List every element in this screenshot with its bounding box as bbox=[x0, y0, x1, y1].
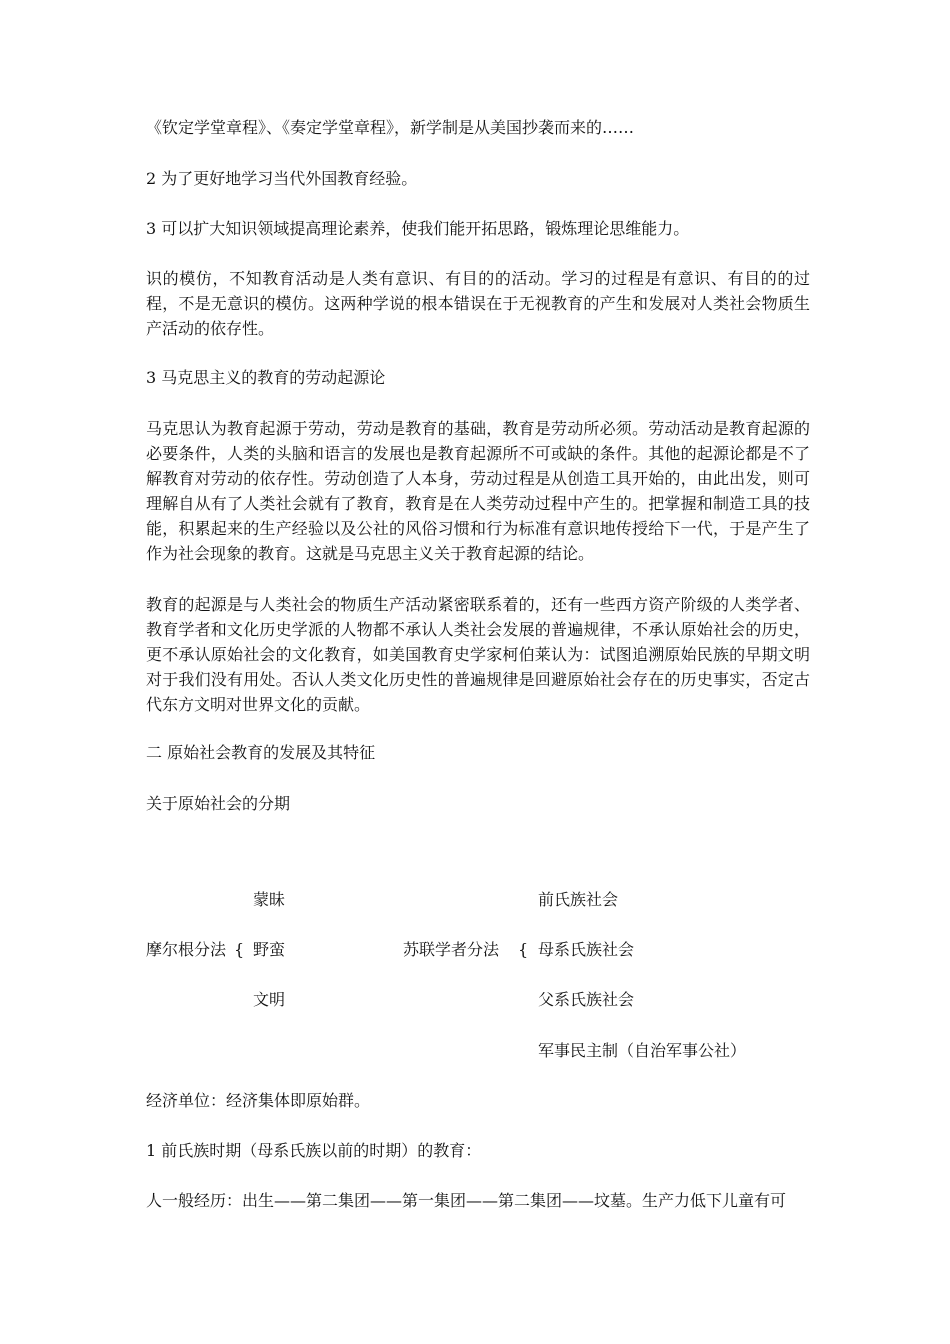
paragraph-imitation-theory: 识的模仿，不知教育活动是人类有意识、有目的的活动。学习的过程是有意识、有目的的过程，不是无意识的模仿。这两种学说的根本错误在于无视教育的产生和发展对人类社会物质生产活动的依存性。 bbox=[146, 269, 810, 338]
morgan-stage-3: 文明 bbox=[253, 990, 286, 1009]
morgan-stage-2: 野蛮 bbox=[253, 940, 286, 959]
section-heading-pre-clan: 1 前氏族时期（母系氏族以前的时期）的教育： bbox=[146, 1141, 482, 1160]
soviet-stage-1: 前氏族社会 bbox=[538, 890, 619, 909]
subheading-periodization: 关于原始社会的分期 bbox=[146, 794, 291, 813]
soviet-stage-2: 母系氏族社会 bbox=[538, 940, 635, 959]
text-line-textbooks: 《钦定学堂章程》、《奏定学堂章程》，新学制是从美国抄袭而来的…… bbox=[146, 118, 635, 137]
text-line-point-3: 3 可以扩大知识领域提高理论素养，使我们能开拓思路，锻炼理论思维能力。 bbox=[146, 219, 690, 238]
soviet-scheme-label: 苏联学者分法 bbox=[403, 940, 500, 959]
soviet-stage-4: 军事民主制（自治军事公社） bbox=[538, 1041, 747, 1060]
morgan-stage-1: 蒙昧 bbox=[253, 890, 286, 909]
text-line-point-2: 2 为了更好地学习当代外国教育经验。 bbox=[146, 169, 418, 188]
section-heading-labor-origin: 3 马克思主义的教育的劳动起源论 bbox=[146, 368, 386, 387]
morgan-brace: { bbox=[234, 940, 245, 959]
soviet-brace: { bbox=[518, 940, 529, 959]
text-line-economic-unit: 经济单位：经济集体即原始群。 bbox=[146, 1091, 371, 1110]
morgan-scheme-label: 摩尔根分法 bbox=[146, 940, 227, 959]
paragraph-western-scholars: 教育的起源是与人类社会的物质生产活动紧密联系着的，还有一些西方资产阶级的人类学者、教育学者和文化历史学派的人物都不承认人类社会发展的普遍规律，不承认原始社会的历史，更不承认原始社会的文化教育，如美国教育史学家柯伯莱认为：试图追溯原始民族的早期文明对于我们没有用处。否认人类文化历史性的普遍规律是回避原始社会存在的历史事实，否定古代东方文明对世界文化的贡献。 bbox=[146, 595, 810, 714]
paragraph-marxist-origin: 马克思认为教育起源于劳动，劳动是教育的基础，教育是劳动所必须。劳动活动是教育起源的必要条件，人类的头脑和语言的发展也是教育起源所不可或缺的条件。其他的起源论都是不了解教育对劳动的依存性。劳动创造了人本身，劳动过程是从创造工具开始的，由此出发，则可理解自从有了人类社会就有了教育，教育是在人类劳动过程中产生的。把掌握和制造工具的技能，积累起来的生产经验以及公社的风俗习惯和行为标准有意识地传授给下一代，于是产生了作为社会现象的教育。这就是马克思主义关于教育起源的结论。 bbox=[146, 419, 810, 563]
chapter-heading-primitive-education: 二 原始社会教育的发展及其特征 bbox=[146, 743, 376, 762]
text-line-life-course: 人一般经历：出生——第二集团——第一集团——第二集团——坟墓。生产力低下儿童有可 bbox=[146, 1191, 787, 1210]
soviet-stage-3: 父系氏族社会 bbox=[538, 990, 635, 1009]
